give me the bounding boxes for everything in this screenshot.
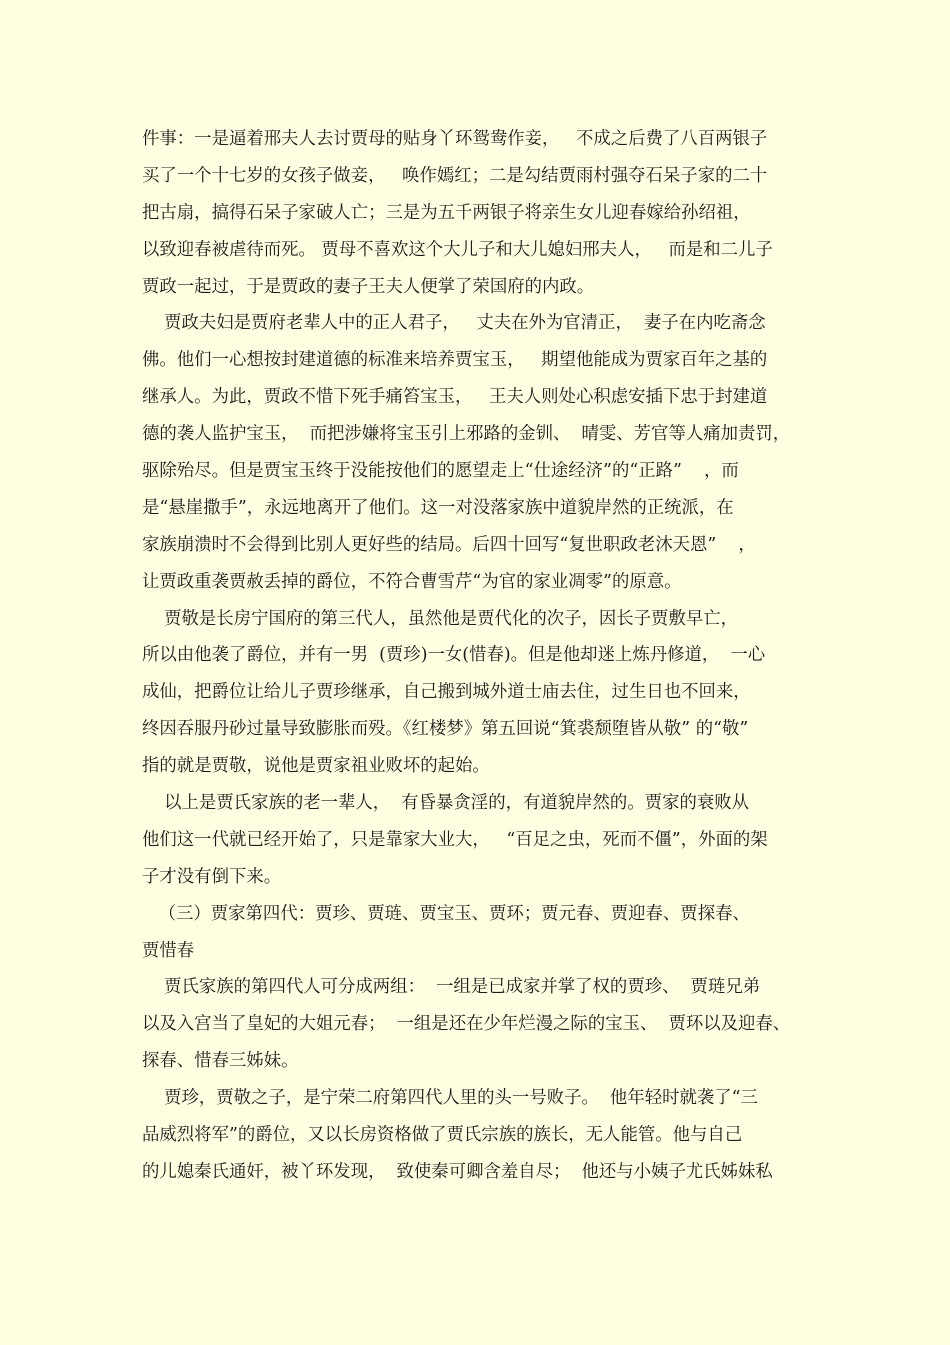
section-heading: 贾惜春 (142, 940, 195, 961)
text-line: 贾珍，贾敬之子，是宁荣二府第四代人里的头一号败子。 他年轻时就袭了“三 (142, 1088, 758, 1109)
text-line: 以及入宫当了皇妃的大姐元春； 一组是还在少年烂漫之际的宝玉、 贾环以及迎春、 (142, 1014, 791, 1035)
text-line: 把古扇，搞得石呆子家破人亡；三是为五千两银子将亲生女儿迎春嫁给孙绍祖， (142, 202, 751, 223)
text-line: 买了一个十七岁的女孩子做妾， 唤作嫣红；二是勾结贾雨村强夺石呆子家的二十 (142, 165, 768, 186)
text-line: 品威烈将军”的爵位，又以长房资格做了贾氏宗族的族长，无人能管。他与自己 (142, 1125, 743, 1146)
text-line: 贾政夫妇是贾府老辈人中的正人君子， 丈夫在外为官清正， 妻子在内吃斋念 (142, 313, 766, 334)
text-line: 所以由他袭了爵位，并有一男 (贾珍)一女(惜春)。但是他却迷上炼丹修道， 一心 (142, 645, 766, 666)
text-line: 贾氏家族的第四代人可分成两组： 一组是已成家并掌了权的贾珍、 贾琏兄弟 (142, 977, 761, 998)
text-line: 让贾政重袭贾赦丢掉的爵位，不符合曹雪芹“为官的家业凋零”的原意。 (142, 571, 682, 592)
text-line: 以致迎春被虐待而死。 贾母不喜欢这个大儿子和大儿媳妇邢夫人， 而是和二儿子 (142, 239, 773, 260)
text-line: 成仙，把爵位让给儿子贾珍继承，自己搬到城外道士庙去住，过生日也不回来， (142, 682, 751, 703)
text-line: 以上是贾氏家族的老一辈人， 有昏暴贪淫的，有道貌岸然的。贾家的衰败从 (142, 793, 750, 814)
text-line: 贾敬是长房宁国府的第三代人，虽然他是贾代化的次子，因长子贾敷早亡， (142, 608, 739, 629)
text-line: 他们这一代就已经开始了，只是靠家大业大， “百足之虫，死而不僵”，外面的架 (142, 829, 768, 850)
text-line: 件事：一是逼着邢夫人去讨贾母的贴身丫环鸳鸯作妾， 不成之后费了八百两银子 (142, 129, 768, 149)
text-line: 德的袭人监护宝玉， 而把涉嫌将宝玉引上邪路的金钏、 晴雯、芳官等人痛加责罚， (142, 424, 791, 445)
text-line: 继承人。为此，贾政不惜下死手痛笞宝玉， 王夫人则处心积虑安插下忠于封建道 (142, 387, 768, 408)
text-line: 的儿媳秦氏通奸，被丫环发现， 致使秦可卿含羞自尽； 他还与小姨子尤氏姊妹私 (142, 1161, 773, 1182)
text-line: 家族崩溃时不会得到比别人更好些的结局。后四十回写“复世职政老沐天恩” ， (142, 534, 756, 555)
text-line: 佛。他们一心想按封建道德的标准来培养贾宝玉， 期望他能成为贾家百年之基的 (142, 350, 768, 371)
text-line: 是“悬崖撒手”，永远地离开了他们。这一对没落家族中道貌岸然的正统派，在 (142, 497, 734, 518)
text-line: 子才没有倒下来。 (142, 866, 282, 887)
text-line: 驱除殆尽。但是贾宝玉终于没能按他们的愿望走上“仕途经济”的“正路” ，而 (142, 461, 739, 482)
text-line: 终因吞服丹砂过量导致膨胀而殁。《红楼梦》第五回说“箕裘颓堕皆从敬” 的“敬” (142, 719, 749, 740)
text-line: 贾政一起过，于是贾政的妻子王夫人便掌了荣国府的内政。 (142, 276, 595, 297)
text-line: 探春、惜春三姊妹。 (142, 1051, 299, 1072)
section-heading: （三）贾家第四代：贾珍、贾琏、贾宝玉、贾环；贾元春、贾迎春、贾探春、 (142, 903, 750, 924)
body-text (142, 121, 812, 1191)
text-line: 指的就是贾敬，说他是贾家祖业败坏的起始。 (142, 756, 490, 777)
